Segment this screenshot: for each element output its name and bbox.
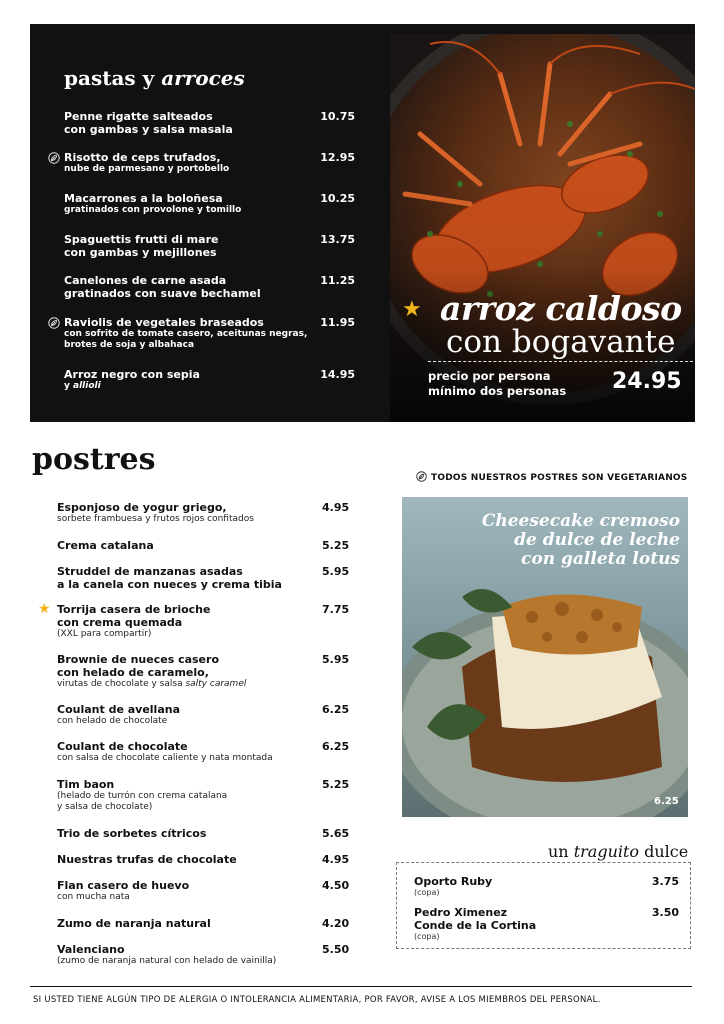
footer-divider [30,986,692,987]
star-icon: ★ [402,297,422,322]
dessert-item: Flan casero de huevo con mucha nata 4.50 [57,879,350,902]
price: 7.75 [322,603,350,616]
price: 5.95 [322,565,350,578]
dessert-item: Trio de sorbetes cítricos 5.65 [57,827,350,840]
price: 5.50 [322,943,350,956]
price: 10.75 [320,110,355,123]
vegetarian-leaf-icon [48,152,60,164]
drink-item: Oporto Ruby (copa) 3.75 [414,875,679,897]
special-title: arroz caldoso con bogavante [440,289,682,360]
pasta-item: Penne rigatte salteados con gambas y salsa masala 10.75 [64,110,355,136]
cheesecake-price: 6.25 [654,796,679,807]
dessert-item: Zumo de naranja natural 4.20 [57,917,350,930]
dessert-item: Coulant de chocolate con salsa de chocolate caliente y nata montada 6.25 [57,740,350,763]
pastas-panel [30,24,695,422]
lobster-rice-photo [390,34,695,422]
price: 5.25 [322,539,350,552]
price: 4.20 [322,917,350,930]
pasta-item: Raviolis de vegetales braseados con sofrito de tomate casero, aceitunas negras, brotes de soja y albahaca 11.95 [64,316,354,351]
dessert-item: Brownie de nueces casero con helado de caramelo, virutas de chocolate y salsa salty caramel 5.95 [57,653,350,689]
special-price-label: precio por persona mínimo dos personas [428,369,567,398]
drinks-box [396,862,691,949]
price: 3.75 [651,875,679,888]
price: 6.25 [322,703,350,716]
pastas-title: pastas y arroces [64,66,245,90]
vegetarian-leaf-icon [48,317,60,329]
pasta-item: Arroz negro con sepia y allioli 14.95 [64,368,355,391]
price: 5.65 [322,827,350,840]
price: 11.95 [320,316,355,329]
pasta-item: Macarrones a la boloñesa gratinados con provolone y tomillo 10.25 [64,192,355,215]
dessert-item: Tim baon (helado de turrón con crema catalana y salsa de chocolate) 5.25 [57,778,350,812]
dessert-item: Torrija casera de brioche con crema quemada (XXL para compartir) 7.75 [57,603,350,639]
traguito-title: un traguito dulce [548,842,689,861]
star-icon: ★ [38,601,51,617]
price: 12.95 [320,151,355,164]
price: 13.75 [320,233,355,246]
dessert-item: Nuestras trufas de chocolate 4.95 [57,853,350,866]
price: 4.95 [322,853,350,866]
price: 10.25 [320,192,355,205]
price: 6.25 [322,740,350,753]
postres-title: postres [32,442,156,477]
dessert-item: Crema catalana 5.25 [57,539,350,552]
divider [428,361,693,362]
price: 5.95 [322,653,350,666]
pasta-item: Spaguettis frutti di mare con gambas y mejillones 13.75 [64,233,355,259]
dessert-item: Coulant de avellana con helado de chocolate 6.25 [57,703,350,726]
pasta-item: Canelones de carne asada gratinados con suave bechamel 11.25 [64,274,355,300]
allergy-notice: SI USTED TIENE ALGÚN TIPO DE ALERGIA O INTOLERANCIA ALIMENTARIA, POR FAVOR, AVISE A LOS MIEMBROS DEL PERSONAL. [33,995,601,1005]
drink-item: Pedro Ximenez Conde de la Cortina (copa) 3.50 [414,906,679,941]
cheesecake-title: Cheesecake cremoso de dulce de leche con galleta lotus [481,511,680,569]
price: 11.25 [320,274,355,287]
dessert-item: Struddel de manzanas asadas a la canela con nueces y crema tibia 5.95 [57,565,350,591]
dessert-item: Valenciano (zumo de naranja natural con helado de vainilla) 5.50 [57,943,350,966]
price: 5.25 [322,778,350,791]
vegetarian-leaf-icon [416,471,427,482]
vegetarian-note: TODOS NUESTROS POSTRES SON VEGETARIANOS [416,471,687,483]
dessert-item: Esponjoso de yogur griego, sorbete frambuesa y frutos rojos confitados 4.95 [57,501,350,524]
price: 4.50 [322,879,350,892]
price: 4.95 [322,501,350,514]
price: 3.50 [651,906,679,919]
special-price: 24.95 [612,369,682,394]
price: 14.95 [320,368,355,381]
pasta-item: Risotto de ceps trufados, nube de parmesano y portobello 12.95 [64,151,354,175]
